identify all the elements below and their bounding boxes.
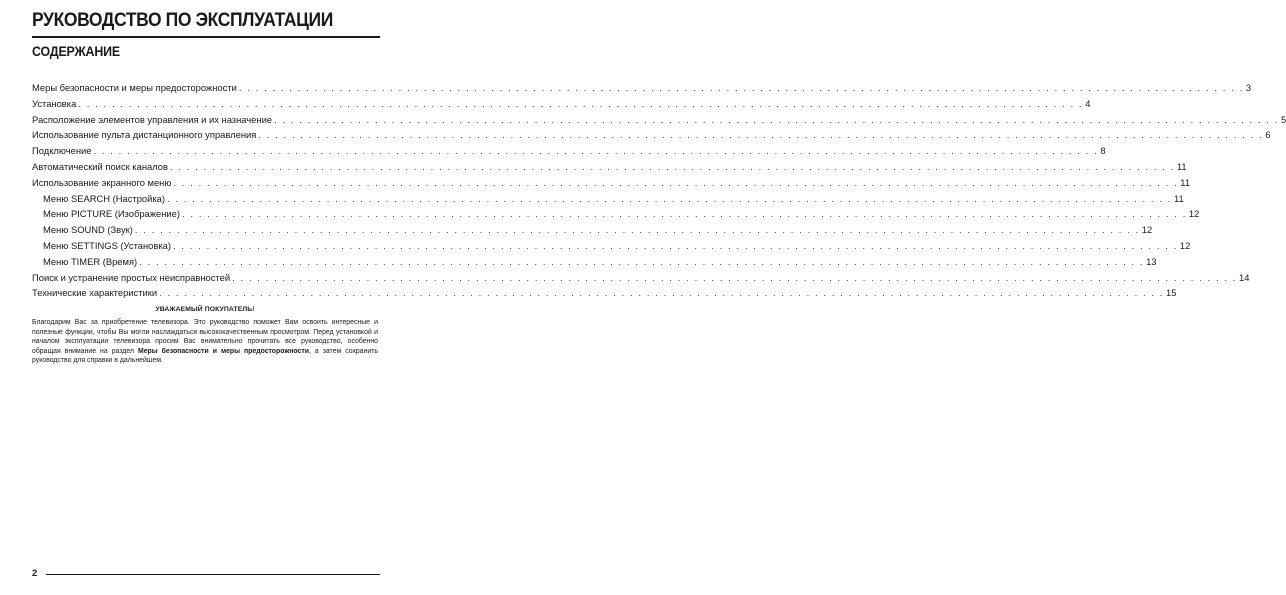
toc-item: [32, 222, 1153, 238]
toc-item-label: Меню SOUND (Звук): [43, 224, 133, 236]
toc-item: [32, 96, 1091, 112]
toc-item-page: 11: [1180, 176, 1191, 188]
toc-leader-dots: . . . . . . . . . . . . . . . . . . . . . . . . . . . . . . . . . . . . . . . . . . . . . . . . . . . . . . . . . . . . . . . . . . . . . . . . . . . . . . . . . . . . . . . . . . . . . . . . . . . . . . . . . . . . . . . . . . . . . . . .: [238, 82, 1244, 93]
toc-item: [32, 206, 1200, 222]
toc-leader-dots: . . . . . . . . . . . . . . . . . . . . . . . . . . . . . . . . . . . . . . . . . . . . . . . . . . . . . . . . . . . . . . . . . . . . . . . . . . . . . . . . . . . . . . . . . . . . . . . . . . . . . . . . . . . . . . . . . . . . . . . .: [78, 97, 1084, 109]
toc-heading: СОДЕРЖАНИЕ: [32, 44, 120, 59]
toc-item: [32, 175, 1191, 191]
toc-item-page: 5: [1280, 113, 1286, 125]
toc-item-label: Технические характеристики: [32, 287, 158, 299]
toc-item-page: 3: [1245, 82, 1252, 93]
notice-text-before: Благодарим Вас за приобретение телевизора. Это руководство поможет Вам освоить интересные и полезные функции, чтобы Вы могли наслаждаться высококачественным просмотром. Перед установкой и началом эксплуатации телевизора просим Вас внимательно прочитать все руководство, особенно обращая внимание на раздел: [32, 319, 378, 355]
toc-item-label: Использование пульта дистанционного управления: [32, 129, 257, 141]
toc-item-page: 12: [1141, 224, 1153, 236]
toc-item: [32, 285, 1177, 301]
toc-leader-dots: . . . . . . . . . . . . . . . . . . . . . . . . . . . . . . . . . . . . . . . . . . . . . . . . . . . . . . . . . . . . . . . . . . . . . . . . . . . . . . . . . . . . . . . . . . . . . . . . . . . . . . . . . . . . . . . . . . . . . . . .: [274, 113, 1279, 125]
toc-item-page: 12: [1188, 208, 1200, 220]
toc-item-page: 8: [1100, 145, 1106, 157]
toc-item-label: Меню SEARCH (Настройка): [43, 192, 166, 204]
toc-item-label: Расположение элементов управления и их назначение: [32, 113, 273, 125]
toc-item-page: 15: [1166, 287, 1177, 299]
toc-item-label: Поиск и устранение простых неисправностей: [32, 271, 231, 283]
toc-item: [32, 143, 1106, 159]
notice-text-bold: Меры безопасности и меры предосторожности: [137, 347, 309, 355]
notice-heading: УВАЖАЕМЫЙ ПОКУПАТЕЛЬ!: [155, 306, 255, 313]
toc-item-label: Автоматический поиск каналов: [32, 160, 168, 172]
page-number: 2: [32, 568, 38, 579]
toc-item-page: 12: [1179, 239, 1191, 251]
toc-leader-dots: . . . . . . . . . . . . . . . . . . . . . . . . . . . . . . . . . . . . . . . . . . . . . . . . . . . . . . . . . . . . . . . . . . . . . . . . . . . . . . . . . . . . . . . . . . . . . . . . . . . . . . . . . . . . . . . . . . . . . . . .: [173, 176, 1179, 188]
toc-leader-dots: . . . . . . . . . . . . . . . . . . . . . . . . . . . . . . . . . . . . . . . . . . . . . . . . . . . . . . . . . . . . . . . . . . . . . . . . . . . . . . . . . . . . . . . . . . . . . . . . . . . . . . . . . . . . . . . . . . . . . . . .: [139, 255, 1145, 267]
toc-leader-dots: . . . . . . . . . . . . . . . . . . . . . . . . . . . . . . . . . . . . . . . . . . . . . . . . . . . . . . . . . . . . . . . . . . . . . . . . . . . . . . . . . . . . . . . . . . . . . . . . . . . . . . . . . . . . . . . . . . . . . . . .: [172, 239, 1178, 251]
customer-notice: [32, 306, 378, 366]
toc-item: [32, 238, 1191, 254]
toc-item-label: Установка: [32, 97, 77, 109]
manual-title: РУКОВОДСТВО ПО ЭКСПЛУАТАЦИИ: [32, 10, 333, 31]
notice-text-after: , а затем сохранить руководство для справки в дальнейшем.: [32, 347, 378, 365]
toc-item: [32, 159, 1187, 175]
toc-item: [32, 191, 1184, 207]
toc-leader-dots: . . . . . . . . . . . . . . . . . . . . . . . . . . . . . . . . . . . . . . . . . . . . . . . . . . . . . . . . . . . . . . . . . . . . . . . . . . . . . . . . . . . . . . . . . . . . . . . . . . . . . . . . . . . . . . . . . . . . . . . .: [93, 145, 1099, 157]
toc-item-page: 4: [1085, 97, 1091, 109]
toc-item: [32, 112, 1286, 128]
toc-item-page: 11: [1176, 160, 1187, 172]
toc-leader-dots: . . . . . . . . . . . . . . . . . . . . . . . . . . . . . . . . . . . . . . . . . . . . . . . . . . . . . . . . . . . . . . . . . . . . . . . . . . . . . . . . . . . . . . . . . . . . . . . . . . . . . . . . . . . . . . . . . . . . . . . .: [182, 208, 1187, 220]
toc-item-page: 11: [1173, 192, 1184, 204]
toc-leader-dots: . . . . . . . . . . . . . . . . . . . . . . . . . . . . . . . . . . . . . . . . . . . . . . . . . . . . . . . . . . . . . . . . . . . . . . . . . . . . . . . . . . . . . . . . . . . . . . . . . . . . . . . . . . . . . . . . . . . . . . . .: [258, 129, 1264, 141]
toc-leader-dots: . . . . . . . . . . . . . . . . . . . . . . . . . . . . . . . . . . . . . . . . . . . . . . . . . . . . . . . . . . . . . . . . . . . . . . . . . . . . . . . . . . . . . . . . . . . . . . . . . . . . . . . . . . . . . . . . . . . . . . . .: [167, 192, 1172, 204]
toc-item-page: 14: [1239, 271, 1250, 283]
toc-item: [32, 254, 1157, 270]
toc-leader-dots: . . . . . . . . . . . . . . . . . . . . . . . . . . . . . . . . . . . . . . . . . . . . . . . . . . . . . . . . . . . . . . . . . . . . . . . . . . . . . . . . . . . . . . . . . . . . . . . . . . . . . . . . . . . . . . . . . . . . . . . .: [134, 224, 1140, 236]
title-rule: [32, 36, 380, 38]
toc-item: [32, 80, 1252, 96]
toc-item-label: Меры безопасности и меры предосторожности: [32, 82, 237, 93]
toc-item-label: Использование экранного меню: [32, 176, 172, 188]
toc-leader-dots: . . . . . . . . . . . . . . . . . . . . . . . . . . . . . . . . . . . . . . . . . . . . . . . . . . . . . . . . . . . . . . . . . . . . . . . . . . . . . . . . . . . . . . . . . . . . . . . . . . . . . . . . . . . . . . . . . . . . . . . .: [169, 160, 1175, 172]
toc-leader-dots: . . . . . . . . . . . . . . . . . . . . . . . . . . . . . . . . . . . . . . . . . . . . . . . . . . . . . . . . . . . . . . . . . . . . . . . . . . . . . . . . . . . . . . . . . . . . . . . . . . . . . . . . . . . . . . . . . . . . . . . .: [232, 271, 1237, 283]
table-of-contents: [32, 80, 1286, 301]
toc-item-page: 13: [1146, 255, 1157, 267]
toc-item-label: Подключение: [32, 145, 92, 157]
toc-item-label: Меню TIMER (Время): [43, 255, 138, 267]
toc-item-label: Меню PICTURE (Изображение): [43, 208, 180, 220]
footer-rule: [46, 574, 380, 575]
toc-item-page: 6: [1265, 129, 1271, 141]
toc-item: [32, 127, 1271, 143]
toc-leader-dots: . . . . . . . . . . . . . . . . . . . . . . . . . . . . . . . . . . . . . . . . . . . . . . . . . . . . . . . . . . . . . . . . . . . . . . . . . . . . . . . . . . . . . . . . . . . . . . . . . . . . . . . . . . . . . . . . . . . . . . . .: [159, 287, 1165, 299]
toc-item: [32, 270, 1250, 286]
toc-item-label: Меню SETTINGS (Установка): [43, 239, 171, 251]
notice-text: [32, 318, 378, 366]
